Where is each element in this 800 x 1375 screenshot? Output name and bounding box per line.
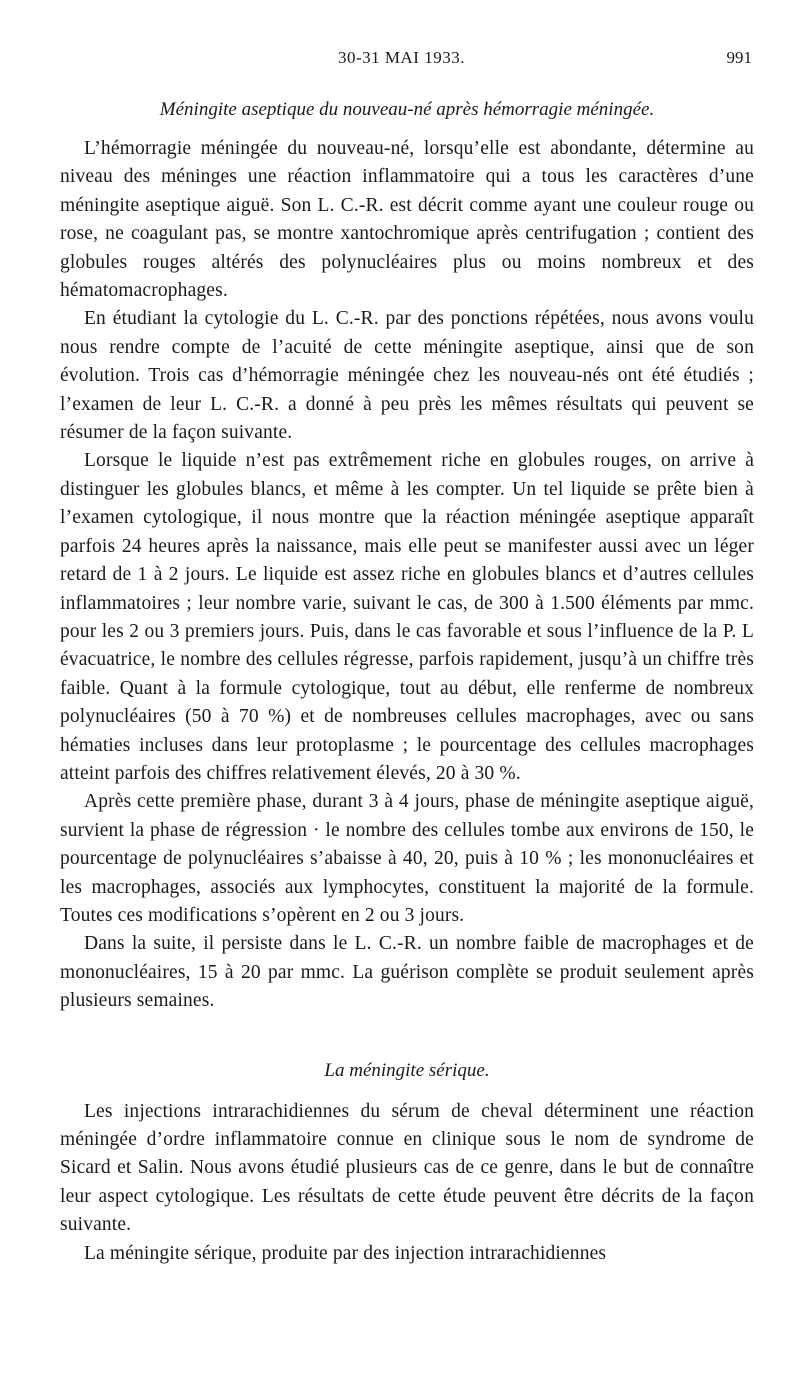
paragraph: La méningite sérique, produite par des injection intrarachidiennes [84,1242,607,1264]
paragraph: L’hémorragie méningée du nouveau-né, lorsqu’elle est abondante, détermine au niveau des méninges une réaction inflammatoire qui a tous les caractères d’une méningite aseptique aiguë. Son L. C.-R. est décrit comme ayant une couleur rouge ou rose, ne coagulant pas, se montre xantochromique après centrifugation ; contient des globules rouges altérés des polynucléaires plus ou moins nombreux et des hématomacrophages. [60,138,754,302]
paragraph: Dans la suite, il persiste dans le L. C.-R. un nombre faible de macrophages et de mononucléaires, 15 à 20 par mmc. La guérison complète se produit seulement après plusieurs semaines. [60,933,754,1012]
paragraph: En étudiant la cytologie du L. C.-R. par des ponctions répétées, nous avons voulu nous rendre compte de l’acuité de cette méningite aseptique, ainsi que de son évolution. Trois cas d’hémorragie méningée chez les nouveau-nés ont été étudiés ; l’examen de leur L. C.-R. a donné à peu près les mêmes résultats qui peuvent se résumer de la façon suivante. [60,308,754,444]
paragraph: Après cette première phase, durant 3 à 4 jours, phase de méningite aseptique aiguë, survient la phase de régression · le nombre des cellules tombe aux environs de 150, le pourcentage de polynucléaires s’abaisse à 40, 20, puis à 10 % ; les mononucléaires et les macrophages, associés aux lymphocytes, constituent la majorité de la formule. Toutes ces modifications s’opèrent en 2 ou 3 jours. [60,791,754,926]
paragraph: Les injections intrarachidiennes du sérum de cheval déterminent une réaction méningée d’ordre inflammatoire connue en clinique sous le nom de syndrome de Sicard et Salin. Nous avons étudié plusieurs cas de ce genre, dans le but de connaître leur aspect cytologique. Les résultats de cette étude peuvent être décrits de la façon suivante. [60,1100,754,1236]
section-title-aseptic-meningitis: Méningite aseptique du nouveau-né après hémorragie méningée. [159,99,655,120]
body-text [60,95,754,1268]
section-title-serum-meningitis: La méningite sérique. [324,1059,490,1081]
header-date: 30-31 MAI 1933. [338,48,465,67]
running-header [0,48,800,74]
paragraph: Lorsque le liquide n’est pas extrêmement riche en globules rouges, on arrive à distinguer les globules blancs, et même à les compter. Un tel liquide se prête bien à l’examen cytologique, il nous montre que la réaction méningée aseptique apparaît parfois 24 heures après la naissance, mais elle peut se manifester aussi avec un léger retard de 1 à 2 jours. Le liquide est assez riche en globules blancs et d’autres cellules inflammatoires ; leur nombre varie, suivant le cas, de 300 à 1.500 éléments par mmc. pour les 2 ou 3 premiers jours. Puis, dans le cas favorable et sous l’influence de la P. L évacuatrice, le nombre des cellules régresse, parfois rapidement, jusqu’à un chiffre très faible. Quant à la formule cytologique, tout au début, elle renferme de nombreux polynucléaires (50 à 70 %) et de nombreuses cellules macrophages, avec ou sans hématies incluses dans leur protoplasme ; le pourcentage des cellules macrophages atteint parfois des chiffres relativement élevés, 20 à 30 %. [60,450,754,784]
page-number: 991 [726,48,752,67]
